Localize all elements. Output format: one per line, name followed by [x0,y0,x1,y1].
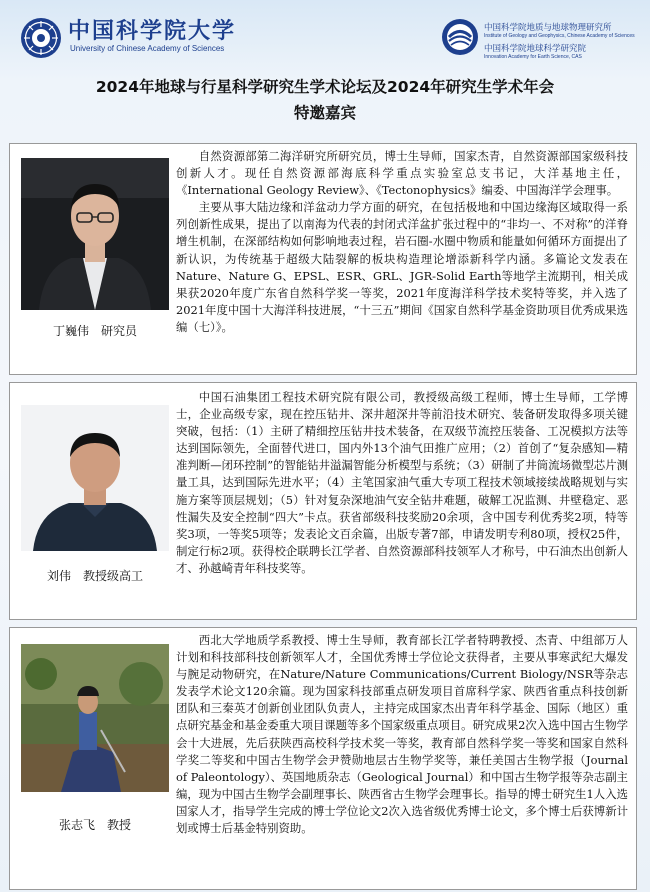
guest-card [9,627,637,890]
guest-card [9,382,637,620]
iggcas-name-cn: 中国科学院地质与地球物理研究所 [484,23,612,33]
ucas-name-en: University of Chinese Academy of Sciences [70,44,225,53]
page-subtitle: 特邀嘉宾 [293,104,356,122]
portrait-photo [21,158,169,310]
guest-bio [176,148,628,336]
guest-name-caption: 丁巍伟 研究员 [52,324,137,338]
bio-paragraph: 中国石油集团工程技术研究院有限公司，教授级高级工程师，博士生导师，工学博士，企业高级专家，现在控压钻井、深井超深井等前沿技术研究、装备研发取得多项关键突破，包括：（1）主研了精细控压钻井技术装备，在双级节流控压装备、工况模拟方法等达到国际领先，全面替代进口，国内外13个油气田推广应用；（2）首创了“复杂感知—精准判断—闭环控制”的智能钻井溢漏智能分析模型与系统；（3）研制了井筒流场微型芯片测量工具，达到国际先进水平；（4）主笔国家油气重大专项工程技术领域接续战略规划与实施方案等顶层规划；（5）针对复杂深地油气安全钻井难题，破解工况监测、井壁稳定、恶性漏失及安全控制“四大”卡点。获省部级科技奖励20余项，含中国专利优秀奖2项，特等奖3项，一等奖5项等；发表论文百余篇，出版专著7部，申请发明专利80项，授权25件，制定行标2项。获得校企联聘长江学者、自然资源部科技领军人才称号，中石油杰出创新人才、孙越崎青年科技奖等。 [176,390,628,575]
iggcas-name-en: Institute of Geology and Geophysics, Chinese Academy of Sciences [484,33,635,39]
ucas-logo-icon [20,17,62,59]
cols-name-cn: 中国科学院地球科学研究院 [484,44,587,54]
field-photo [21,644,169,792]
bio-paragraph: 西北大学地质学系教授、博士生导师，教育部长江学者特聘教授、杰青、中组部万人计划和科技部科技创新领军人才，全国优秀博士学位论文获得者，主要从事寒武纪大爆发与腕足动物研究，在Nature/Nature Communications/Current Biology/NSR等杂志发表学术论文120余篇。现为国家科技部重点研发项目首席科学家、陕西省重点科技创新团队和三秦英才创新创业团队负责人，主持完成国家杰出青年科学基金、国际（地区）重点研究基金和基金委重大项目课题等多个国家级重点项目。研究成果2次入选中国古生物学会十大进展，先后获陕西高校科学技术奖一等奖，教育部自然科学奖一等奖和国家自然科学奖二等奖和中国古生物学会尹赞勋地层古生物学奖等，兼任美国古生物学报（Journal of Paleontology）、英国地质杂志（Geological Journal）和中国古生物学报等杂志副主编，现为中国古生物学会副理事长、陕西省古生物学会理事长。指导的博士研究生1人入选国家人才，指导学生完成的博士学位论文2次入选省级优秀博士论文，多个博士后获博新计划或博士后基金特别资助。 [176,633,628,836]
portrait-photo [21,405,169,551]
guest-name-caption: 刘伟 教授级高工 [46,569,143,583]
guest-bio [176,389,628,577]
cols-name-en: Innovation Academy for Earth Science, CAS [484,54,582,60]
bio-paragraph: 主要从事大陆边缘和洋盆动力学方面的研究，在包括极地和中国边缘海区域取得一系列创新性成果，提出了以南海为代表的封闭式洋盆扩张过程中的“非均一、不对称”的洋脊增生机制，在深部结构如何影响地表过程，岩石圈-水圈中物质和能量如何循环方面提出了新认识，为传统基于超级大陆裂解的板块构造理论增添新科学内涵。多篇论文发表在Nature、Nature G、EPSL、ESR、GRL、JGR-Solid Earth等地学主流期刊，相关成果获2020年度广东省自然科学奖一等奖，2021年度海洋科学技术奖特等奖，并入选了2021年度中国十大海洋科技进展，“十三五”期间《国家自然科学基金资助项目优秀成果选编（七）》。 [176,200,628,334]
bio-paragraph: 自然资源部第二海洋研究所研究员，博士生导师，国家杰青，自然资源部国家级科技创新人才。现任自然资源部海底科学重点实验室总支书记，大洋基地主任，《International Geology Review》、《Tectonophysics》编委、中国海洋学会理事。 [176,149,628,198]
page-title: 2024年地球与行星科学研究生学术论坛及2024年研究生学术年会 [95,78,555,96]
page-header [0,0,650,68]
guest-name-caption: 张志飞 教授 [58,818,131,832]
ucas-name-cn: 中国科学院大学 [68,18,237,44]
guest-card [9,143,637,375]
guest-bio [176,632,628,837]
iggcas-logo-icon [441,18,479,56]
